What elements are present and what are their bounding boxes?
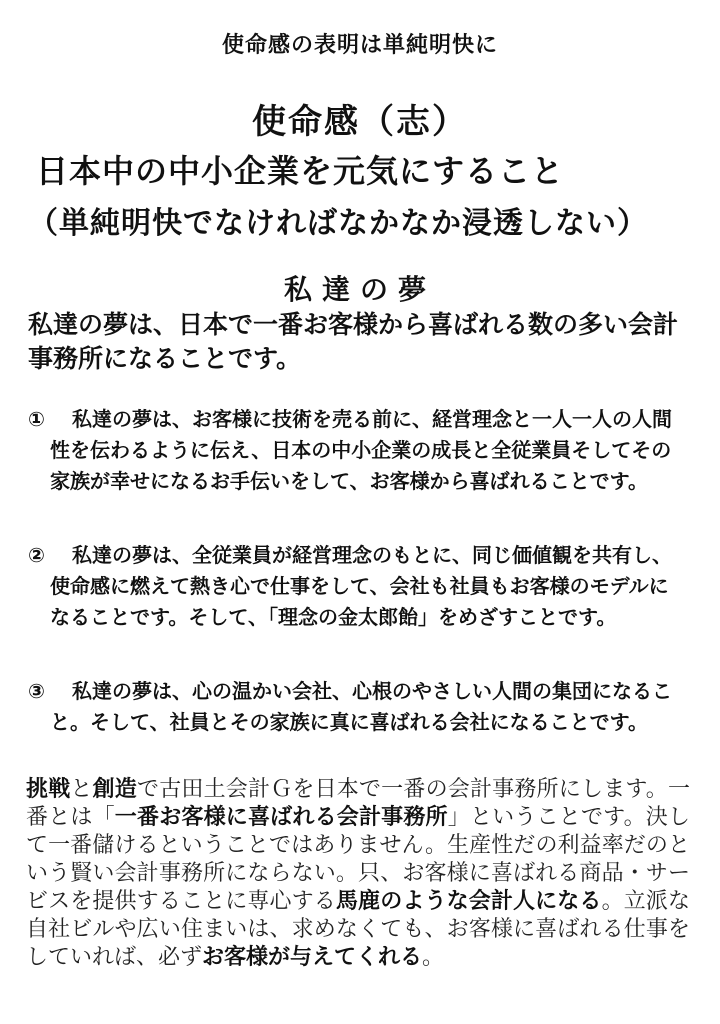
dream-lead: 私達の夢は、日本で一番お客様から喜ばれる数の多い会計事務所になることです。 <box>28 310 679 373</box>
closing-text: 。立派な自社ビルや広い住まいは、求めなくても、お客様に喜ばれる仕事をしていれば、必ず <box>26 889 690 970</box>
item-text: 私達の夢は、全従業員が経営理念のもとに、同じ価値観を共有し、使命感に燃えて熱き心で仕事をして、会社も社員もお客様のモデルになることです。そして、「理念の金太郎飴」をめざすことです。 <box>50 543 672 629</box>
dream-item-1 <box>28 404 688 497</box>
item-number: ① <box>28 407 45 431</box>
emphasis-customers-give: お客様が与えてくれる <box>202 945 423 970</box>
mission-heading: 使命感（志） <box>252 102 468 142</box>
emphasis-creation: 創造 <box>92 777 138 802</box>
item-text: 私達の夢は、心の温かい会社、心根のやさしい人間の集団になること。そして、社員とその家族に真に喜ばれる会社になることです。 <box>50 679 672 734</box>
closing-text: と <box>70 777 93 802</box>
closing-text: で古田土会計Ｇを日本で一番の会計事務所にします。一番とは「 <box>26 777 690 830</box>
page-subtitle: 使命感の表明は単純明快に <box>221 33 498 58</box>
mission-note: （単純明快でなければなかなか浸透しない） <box>28 206 648 241</box>
dream-title: 私達の夢 <box>283 273 436 306</box>
closing-text: 。 <box>422 945 445 970</box>
mission-statement: 日本中の中小企業を元気にすること <box>36 152 565 190</box>
emphasis-fool-accountant: 馬鹿のような会計人になる <box>335 889 602 914</box>
emphasis-best-firm: 一番お客様に喜ばれる会計事務所 <box>114 805 448 830</box>
item-number: ② <box>28 543 45 567</box>
dream-item-2 <box>28 540 688 633</box>
dream-item-3 <box>28 676 688 738</box>
closing-paragraph <box>26 776 690 972</box>
item-number: ③ <box>28 679 45 703</box>
emphasis-challenge: 挑戦 <box>26 777 71 802</box>
item-text: 私達の夢は、お客様に技術を売る前に、経営理念と一人一人の人間性を伝わるように伝え、日本の中小企業の成長と全従業員そしてその家族が幸せになるお手伝いをして、お客様から喜ばれることです。 <box>50 407 672 493</box>
closing-text: 」ということです。決して一番儲けるということではありません。生産性だの利益率だのという賢い会計事務所にならない。只、お客様に喜ばれる商品・サービスを提供することに専心する <box>26 805 690 914</box>
